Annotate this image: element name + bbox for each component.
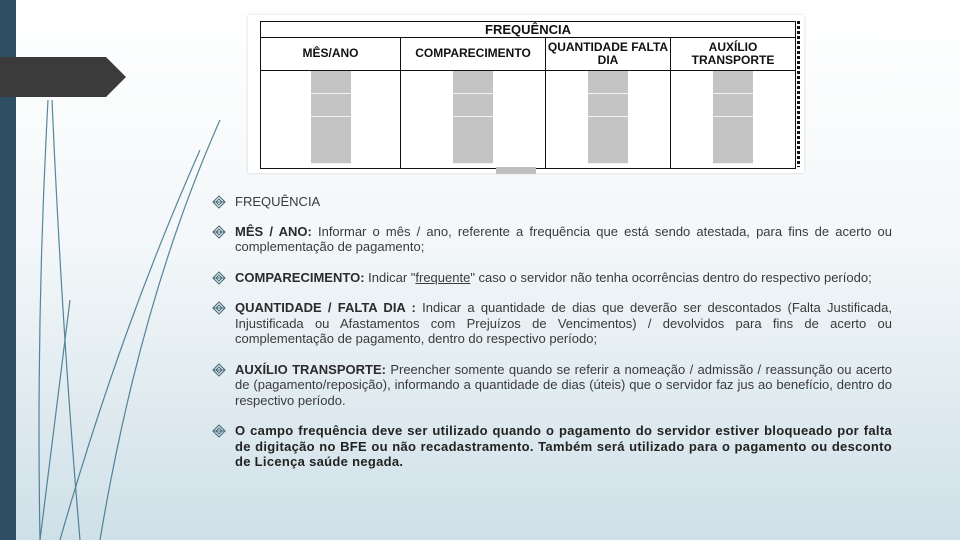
bullet-label: QUANTIDADE / FALTA DIA : — [235, 300, 416, 315]
bullet-frequencia — [212, 194, 892, 210]
diamond-bullet-icon — [212, 225, 226, 239]
bullet-label: AUXÍLIO TRANSPORTE: — [235, 361, 386, 377]
bullet-mes-ano — [212, 224, 892, 255]
col-quantidade-falta-dia: QUANTIDADE FALTA DIA — [546, 37, 671, 70]
grey-strip — [496, 167, 536, 174]
table-cell — [671, 70, 796, 168]
frequency-table-image — [248, 15, 804, 173]
col-auxilio-transporte: AUXÍLIO TRANSPORTE — [671, 37, 796, 70]
table-title: FREQUÊNCIA — [261, 22, 796, 38]
table-cell — [401, 70, 546, 168]
bullet-text: FREQUÊNCIA — [235, 194, 321, 209]
bullet-observacao — [212, 423, 892, 470]
diamond-bullet-icon — [212, 195, 226, 209]
diamond-bullet-icon — [212, 301, 226, 315]
bullet-list — [212, 194, 892, 485]
section-tab-arrow — [0, 57, 126, 97]
col-mes-ano: MÊS/ANO — [261, 37, 401, 70]
col-comparecimento: COMPARECIMENTO — [401, 37, 546, 70]
bullet-quantidade-falta-dia — [212, 300, 892, 347]
bullet-label: MÊS / ANO: — [235, 223, 312, 239]
diamond-bullet-icon — [212, 424, 226, 438]
bullet-auxilio-transporte — [212, 362, 892, 409]
bullet-text: Preencher somente quando se referir a nomeação / admissão / reassunção ou acerto de (pagamento/reposição), informando a quantidade de dias (úteis) que o servidor faz jus ao benefício, dentro do respectivo período. — [235, 361, 892, 408]
diamond-bullet-icon — [212, 271, 226, 285]
bullet-label: COMPARECIMENTO: — [235, 269, 365, 285]
dashed-edge — [797, 21, 800, 167]
table-cell — [546, 70, 671, 168]
bullet-comparecimento — [212, 270, 892, 286]
table-cell — [261, 70, 401, 168]
bullet-text-post: " caso o servidor não tenha ocorrências dentro do respectivo período; — [470, 269, 872, 285]
bullet-underlined: frequente — [415, 269, 471, 285]
bullet-text-pre: Indicar " — [364, 269, 416, 285]
bullet-text: Informar o mês / ano, referente a frequência que está sendo atestada, para fins de acerto ou complementação de pagamento; — [235, 223, 892, 254]
bullet-text: O campo frequência deve ser utilizado quando o pagamento do servidor estiver bloqueado por falta de digitação no BFE ou não recadastramento. Também será utilizado para o pagamento ou desconto de Licença saúde negada. — [235, 423, 892, 469]
diamond-bullet-icon — [212, 363, 226, 377]
frequency-table — [260, 21, 796, 169]
bullet-text: Indicar a quantidade de dias que deverão ser descontados (Falta Justificada, Injustificada ou Afastamentos com Prejuízos de Vencimentos) / devolvidos para fins de acerto ou complementação de pagamento, dentro do respectivo período; — [235, 300, 892, 346]
